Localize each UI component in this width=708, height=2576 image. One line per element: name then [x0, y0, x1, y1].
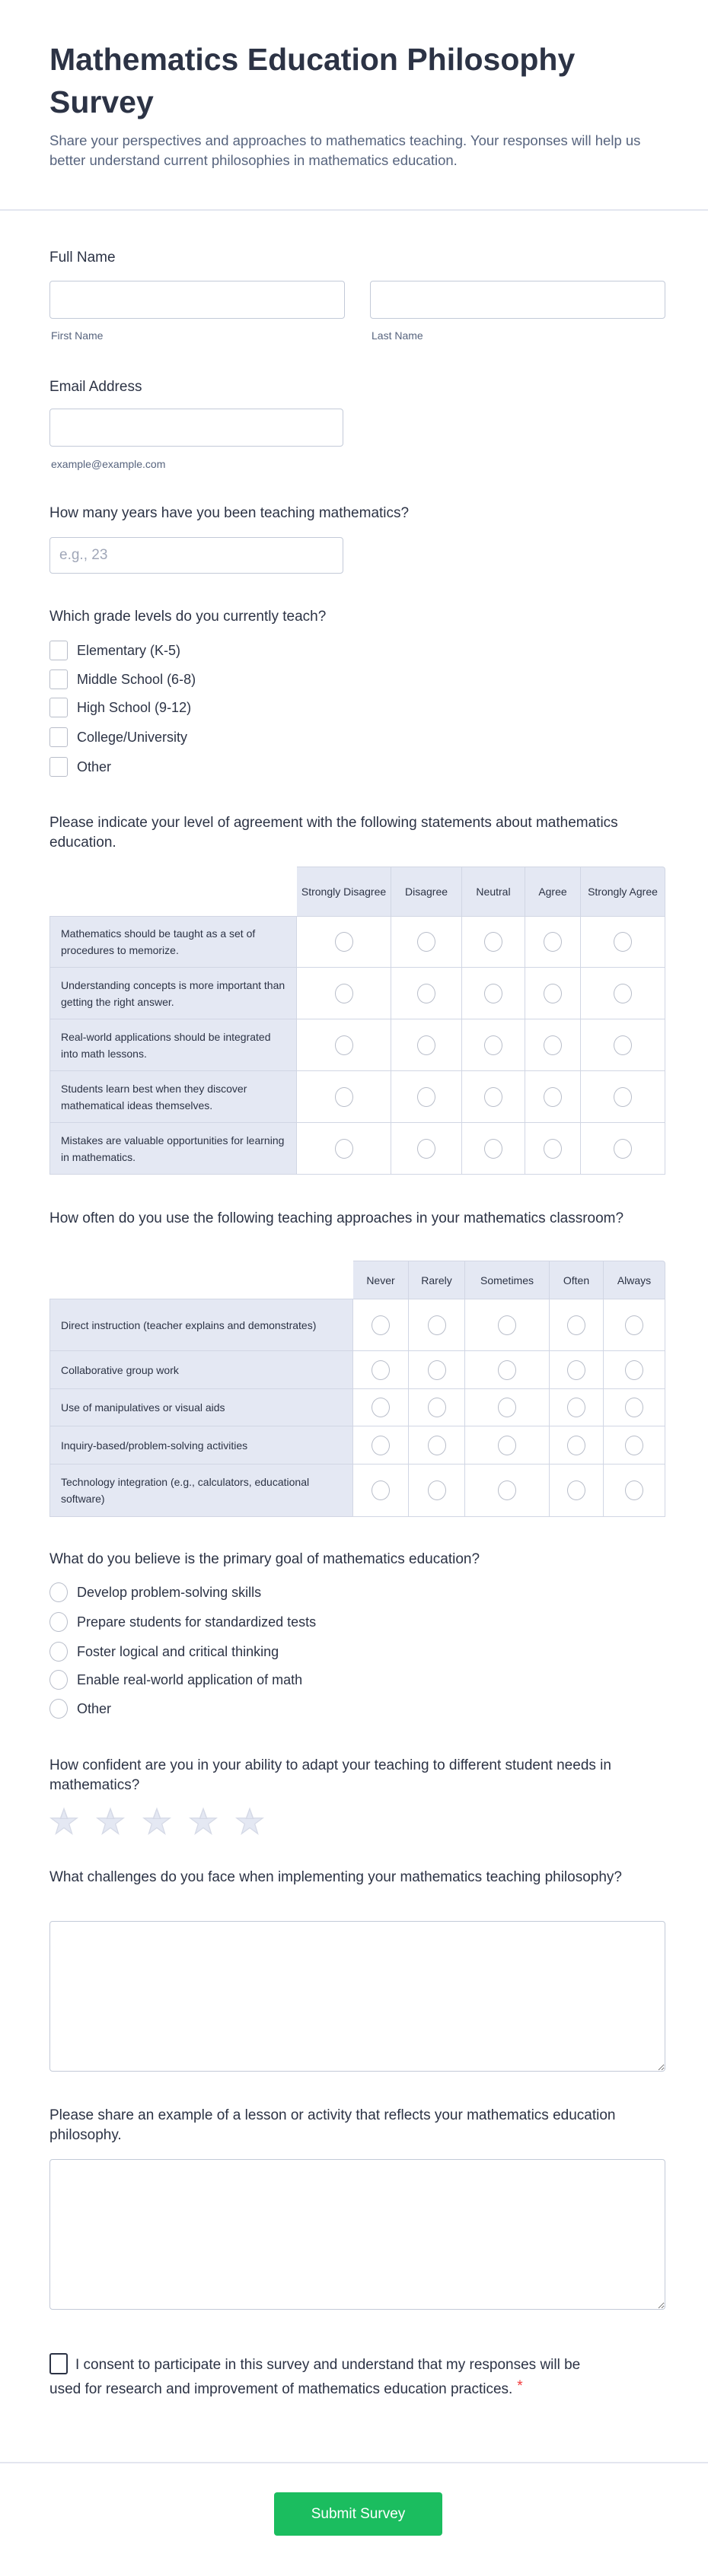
radio-button[interactable]	[372, 1360, 390, 1380]
radio-button[interactable]	[49, 1612, 68, 1632]
radio-button[interactable]	[417, 1139, 435, 1159]
frequency-cell	[465, 1299, 550, 1351]
agreement-cell	[297, 968, 391, 1019]
agreement-label: Please indicate your level of agreement with the following statements about mathematics education.	[49, 815, 618, 851]
star-rating	[49, 1807, 264, 1836]
frequency-row	[49, 1465, 665, 1517]
checkbox[interactable]	[49, 727, 68, 747]
frequency-cell	[550, 1351, 604, 1389]
radio-button[interactable]	[498, 1315, 516, 1335]
radio-button[interactable]	[49, 1642, 68, 1662]
grades-option-label: Elementary (K-5)	[77, 642, 181, 658]
frequency-cell	[409, 1465, 465, 1517]
grades-option[interactable]	[49, 669, 196, 690]
radio-button[interactable]	[428, 1480, 446, 1500]
frequency-cell	[353, 1465, 409, 1517]
radio-button[interactable]	[335, 984, 353, 1003]
agreement-row	[49, 1019, 665, 1071]
radio-button[interactable]	[484, 1139, 502, 1159]
radio-button[interactable]	[335, 1087, 353, 1107]
star-icon[interactable]	[96, 1807, 125, 1836]
years-input[interactable]: e.g., 23	[49, 537, 343, 574]
agreement-row-label: Mathematics should be taught as a set of procedures to memorize.	[49, 916, 297, 968]
frequency-cell	[550, 1299, 604, 1351]
radio-button[interactable]	[428, 1398, 446, 1417]
challenges-textarea[interactable]	[49, 1921, 665, 2072]
radio-button[interactable]	[49, 1670, 68, 1690]
radio-button[interactable]	[372, 1480, 390, 1500]
frequency-cell	[604, 1351, 665, 1389]
radio-button[interactable]	[614, 1139, 632, 1159]
frequency-cell	[465, 1351, 550, 1389]
frequency-column-header: Sometimes	[465, 1261, 550, 1299]
agreement-cell	[297, 916, 391, 968]
radio-button[interactable]	[417, 932, 435, 952]
consent-label: I consent to participate in this survey and understand that my responses will be used for research and improvement of mathematics education practices.	[49, 2357, 581, 2397]
radio-button[interactable]	[49, 1582, 68, 1602]
agreement-cell	[391, 1019, 462, 1071]
agreement-row	[49, 968, 665, 1019]
radio-button[interactable]	[614, 1035, 632, 1055]
frequency-cell	[409, 1389, 465, 1426]
grades-label: Which grade levels do you currently teach?	[49, 609, 327, 625]
radio-button[interactable]	[49, 1699, 68, 1719]
page-title: Mathematics Education Philosophy Survey	[49, 42, 576, 119]
radio-button[interactable]	[428, 1360, 446, 1380]
agreement-cell	[391, 968, 462, 1019]
radio-button[interactable]	[335, 932, 353, 952]
lesson-textarea[interactable]	[49, 2159, 665, 2310]
frequency-cell	[353, 1299, 409, 1351]
radio-button[interactable]	[544, 1139, 562, 1159]
radio-button[interactable]	[544, 1087, 562, 1107]
agreement-cell	[581, 1019, 665, 1071]
radio-button[interactable]	[417, 1087, 435, 1107]
email-sublabel: example@example.com	[51, 458, 166, 470]
years-label: How many years have you been teaching mathematics?	[49, 505, 410, 521]
radio-button[interactable]	[625, 1398, 643, 1417]
submit-button[interactable]: Submit Survey	[274, 2492, 442, 2536]
frequency-column-header: Never	[353, 1261, 409, 1299]
frequency-cell	[409, 1351, 465, 1389]
radio-button[interactable]	[544, 1035, 562, 1055]
agreement-cell	[391, 1123, 462, 1175]
radio-button[interactable]	[484, 1087, 502, 1107]
radio-button[interactable]	[498, 1480, 516, 1500]
radio-button[interactable]	[428, 1315, 446, 1335]
page-subtitle: Share your perspectives and approaches to mathematics teaching. Your responses will help us better understand current philosophies in mathematics education.	[49, 132, 641, 168]
email-label: Email Address	[49, 379, 142, 395]
last-name-input[interactable]	[370, 281, 665, 319]
agreement-column-header: Neutral	[462, 867, 525, 916]
last-name-sublabel: Last Name	[372, 329, 423, 342]
agreement-cell	[462, 1071, 525, 1123]
frequency-matrix	[49, 1261, 665, 1517]
frequency-row	[49, 1426, 665, 1465]
radio-button[interactable]	[567, 1480, 585, 1500]
radio-button[interactable]	[567, 1315, 585, 1335]
frequency-cell	[604, 1389, 665, 1426]
agreement-cell	[581, 916, 665, 968]
checkbox[interactable]	[49, 669, 68, 689]
agreement-cell	[525, 916, 581, 968]
radio-button[interactable]	[372, 1436, 390, 1455]
goal-option[interactable]	[49, 1582, 261, 1603]
agreement-row	[49, 1123, 665, 1175]
goal-option[interactable]	[49, 1641, 279, 1662]
radio-button[interactable]	[498, 1436, 516, 1455]
grades-option[interactable]	[49, 727, 187, 748]
frequency-cell	[409, 1426, 465, 1465]
grades-option[interactable]	[49, 697, 191, 718]
radio-button[interactable]	[614, 932, 632, 952]
agreement-column-header: Strongly Disagree	[297, 867, 391, 916]
required-mark: *	[517, 2378, 523, 2394]
confidence-label: How confident are you in your ability to adapt your teaching to different student needs in mathematics?	[49, 1757, 611, 1793]
footer-divider	[0, 2462, 708, 2463]
frequency-row-label: Use of manipulatives or visual aids	[49, 1389, 353, 1426]
agreement-row-label: Real-world applications should be integrated into math lessons.	[49, 1019, 297, 1071]
agreement-column-header: Disagree	[391, 867, 462, 916]
goal-option-label: Develop problem-solving skills	[77, 1584, 262, 1600]
agreement-cell	[462, 1123, 525, 1175]
agreement-cell	[297, 1071, 391, 1123]
agreement-cell	[525, 1019, 581, 1071]
radio-button[interactable]	[625, 1480, 643, 1500]
frequency-column-header: Rarely	[409, 1261, 465, 1299]
frequency-cell	[604, 1299, 665, 1351]
challenges-label: What challenges do you face when implementing your mathematics teaching philosophy?	[49, 1869, 622, 1885]
grades-option-label: College/University	[77, 729, 188, 745]
agreement-cell	[462, 968, 525, 1019]
agreement-cell	[297, 1019, 391, 1071]
full-name-label: Full Name	[49, 250, 116, 266]
frequency-cell	[550, 1389, 604, 1426]
radio-button[interactable]	[614, 1087, 632, 1107]
agreement-cell	[462, 916, 525, 968]
grades-option-label: Other	[77, 758, 112, 774]
goal-option-label: Other	[77, 1700, 112, 1716]
radio-button[interactable]	[498, 1360, 516, 1380]
matrix-corner	[49, 1261, 353, 1299]
matrix-corner	[49, 867, 297, 916]
star-icon[interactable]	[142, 1807, 171, 1836]
radio-button[interactable]	[498, 1398, 516, 1417]
agreement-cell	[581, 1123, 665, 1175]
radio-button[interactable]	[335, 1139, 353, 1159]
frequency-cell	[409, 1299, 465, 1351]
agreement-cell	[525, 968, 581, 1019]
lesson-label: Please share an example of a lesson or activity that reflects your mathematics education philosophy.	[49, 2107, 616, 2143]
frequency-cell	[604, 1426, 665, 1465]
frequency-cell	[465, 1465, 550, 1517]
radio-button[interactable]	[417, 1035, 435, 1055]
radio-button[interactable]	[484, 932, 502, 952]
first-name-sublabel: First Name	[51, 329, 104, 342]
frequency-cell	[550, 1426, 604, 1465]
checkbox[interactable]	[49, 641, 68, 660]
goal-label: What do you believe is the primary goal of mathematics education?	[49, 1551, 480, 1567]
radio-button[interactable]	[614, 984, 632, 1003]
frequency-label: How often do you use the following teaching approaches in your mathematics classroom?	[49, 1210, 624, 1226]
frequency-row	[49, 1351, 665, 1389]
goal-option[interactable]	[49, 1698, 111, 1719]
frequency-row-label: Technology integration (e.g., calculators, educational software)	[49, 1465, 353, 1517]
frequency-column-header: Often	[550, 1261, 604, 1299]
radio-button[interactable]	[567, 1360, 585, 1380]
radio-button[interactable]	[484, 1035, 502, 1055]
radio-button[interactable]	[567, 1436, 585, 1455]
frequency-row	[49, 1299, 665, 1351]
email-input[interactable]	[49, 409, 343, 447]
radio-button[interactable]	[625, 1315, 643, 1335]
radio-button[interactable]	[335, 1035, 353, 1055]
divider	[0, 209, 708, 211]
consent-checkbox[interactable]	[49, 2353, 68, 2374]
agreement-cell	[391, 916, 462, 968]
agreement-matrix	[49, 867, 665, 1175]
agreement-cell	[462, 1019, 525, 1071]
frequency-cell	[550, 1465, 604, 1517]
radio-button[interactable]	[372, 1315, 390, 1335]
frequency-row-label: Direct instruction (teacher explains and demonstrates)	[49, 1299, 353, 1351]
grades-option-label: High School (9-12)	[77, 699, 192, 715]
agreement-cell	[581, 968, 665, 1019]
radio-button[interactable]	[484, 984, 502, 1003]
radio-button[interactable]	[428, 1436, 446, 1455]
frequency-row-label: Collaborative group work	[49, 1351, 353, 1389]
goal-option[interactable]	[49, 1669, 302, 1690]
frequency-cell	[353, 1351, 409, 1389]
star-icon[interactable]	[189, 1807, 218, 1836]
goal-option-label: Prepare students for standardized tests	[77, 1614, 317, 1630]
radio-button[interactable]	[544, 984, 562, 1003]
agreement-row	[49, 1071, 665, 1123]
agreement-cell	[297, 1123, 391, 1175]
radio-button[interactable]	[625, 1360, 643, 1380]
goal-option-label: Enable real-world application of math	[77, 1671, 303, 1687]
radio-button[interactable]	[544, 932, 562, 952]
frequency-row-label: Inquiry-based/problem-solving activities	[49, 1426, 353, 1465]
agreement-row	[49, 916, 665, 968]
radio-button[interactable]	[372, 1398, 390, 1417]
agreement-row-label: Students learn best when they discover mathematical ideas themselves.	[49, 1071, 297, 1123]
agreement-cell	[525, 1123, 581, 1175]
grades-option[interactable]	[49, 640, 180, 661]
checkbox[interactable]	[49, 698, 68, 717]
frequency-cell	[604, 1465, 665, 1517]
star-icon[interactable]	[235, 1807, 264, 1836]
grades-option[interactable]	[49, 756, 111, 778]
star-icon[interactable]	[49, 1807, 78, 1836]
grades-option-label: Middle School (6-8)	[77, 671, 196, 687]
radio-button[interactable]	[625, 1436, 643, 1455]
frequency-cell	[353, 1389, 409, 1426]
agreement-column-header: Strongly Agree	[581, 867, 665, 916]
first-name-input[interactable]	[49, 281, 345, 319]
frequency-cell	[465, 1426, 550, 1465]
frequency-cell	[353, 1426, 409, 1465]
frequency-row	[49, 1389, 665, 1426]
agreement-row-label: Mistakes are valuable opportunities for learning in mathematics.	[49, 1123, 297, 1175]
consent-field	[49, 2353, 605, 2400]
frequency-cell	[465, 1389, 550, 1426]
goal-option-label: Foster logical and critical thinking	[77, 1643, 279, 1659]
agreement-cell	[525, 1071, 581, 1123]
agreement-cell	[391, 1071, 462, 1123]
agreement-column-header: Agree	[525, 867, 581, 916]
agreement-cell	[581, 1071, 665, 1123]
radio-button[interactable]	[417, 984, 435, 1003]
agreement-row-label: Understanding concepts is more important than getting the right answer.	[49, 968, 297, 1019]
radio-button[interactable]	[567, 1398, 585, 1417]
frequency-column-header: Always	[604, 1261, 665, 1299]
checkbox[interactable]	[49, 757, 68, 777]
goal-option[interactable]	[49, 1611, 316, 1633]
